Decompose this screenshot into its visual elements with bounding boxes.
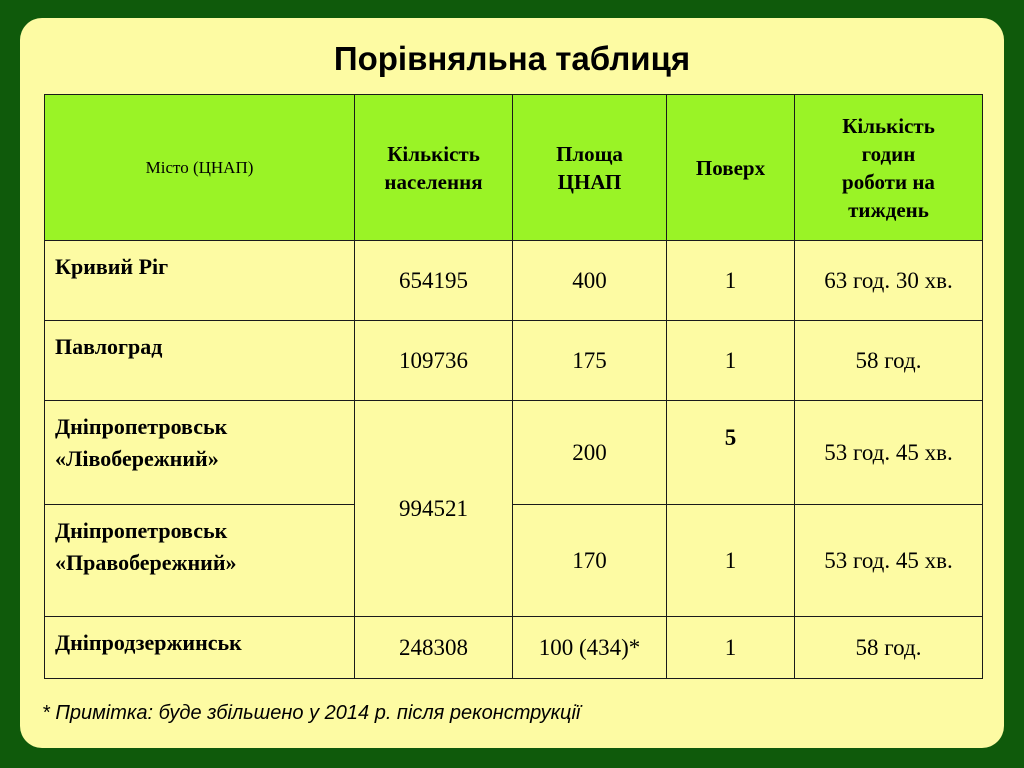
cell-floor: 1 [667,617,795,679]
cell-area: 170 [513,505,667,617]
table-row [45,241,983,321]
cell-hours: 58 год. [795,321,983,401]
cell-floor: 1 [667,505,795,617]
cell-city: Дніпропетровськ «Правобережний» [45,505,355,617]
cell-hours: 58 год. [795,617,983,679]
cell-floor: 5 [667,401,795,505]
footnote: * Примітка: буде збільшено у 2014 р. після реконструкції [42,702,581,724]
cell-hours: 63 год. 30 хв. [795,241,983,321]
cell-population: 109736 [355,321,513,401]
cell-hours: 53 год. 45 хв. [795,401,983,505]
cell-floor: 1 [667,321,795,401]
cell-hours: 53 год. 45 хв. [795,505,983,617]
cell-area: 400 [513,241,667,321]
cell-city: Дніпродзержинськ [45,617,355,679]
table-row [45,401,983,505]
header-population: Кількість населення [355,95,513,241]
table-header-row [45,95,983,241]
header-area: Площа ЦНАП [513,95,667,241]
cell-city: Дніпропетровськ «Лівобережний» [45,401,355,505]
page-title: Порівняльна таблиця [333,40,691,77]
cell-floor: 1 [667,241,795,321]
cell-area: 200 [513,401,667,505]
table-row [45,505,983,617]
header-hours: Кількість годин роботи на тиждень [795,95,983,241]
table-row [45,617,983,679]
slide [20,18,1004,748]
comparison-table [44,94,983,679]
cell-population: 654195 [355,241,513,321]
cell-city: Кривий Ріг [45,241,355,321]
cell-area: 175 [513,321,667,401]
header-city: Місто (ЦНАП) [45,95,355,241]
cell-population: 994521 [355,401,513,617]
cell-city: Павлоград [45,321,355,401]
cell-population: 248308 [355,617,513,679]
cell-area: 100 (434)* [513,617,667,679]
table-row [45,321,983,401]
header-floor: Поверх [667,95,795,241]
